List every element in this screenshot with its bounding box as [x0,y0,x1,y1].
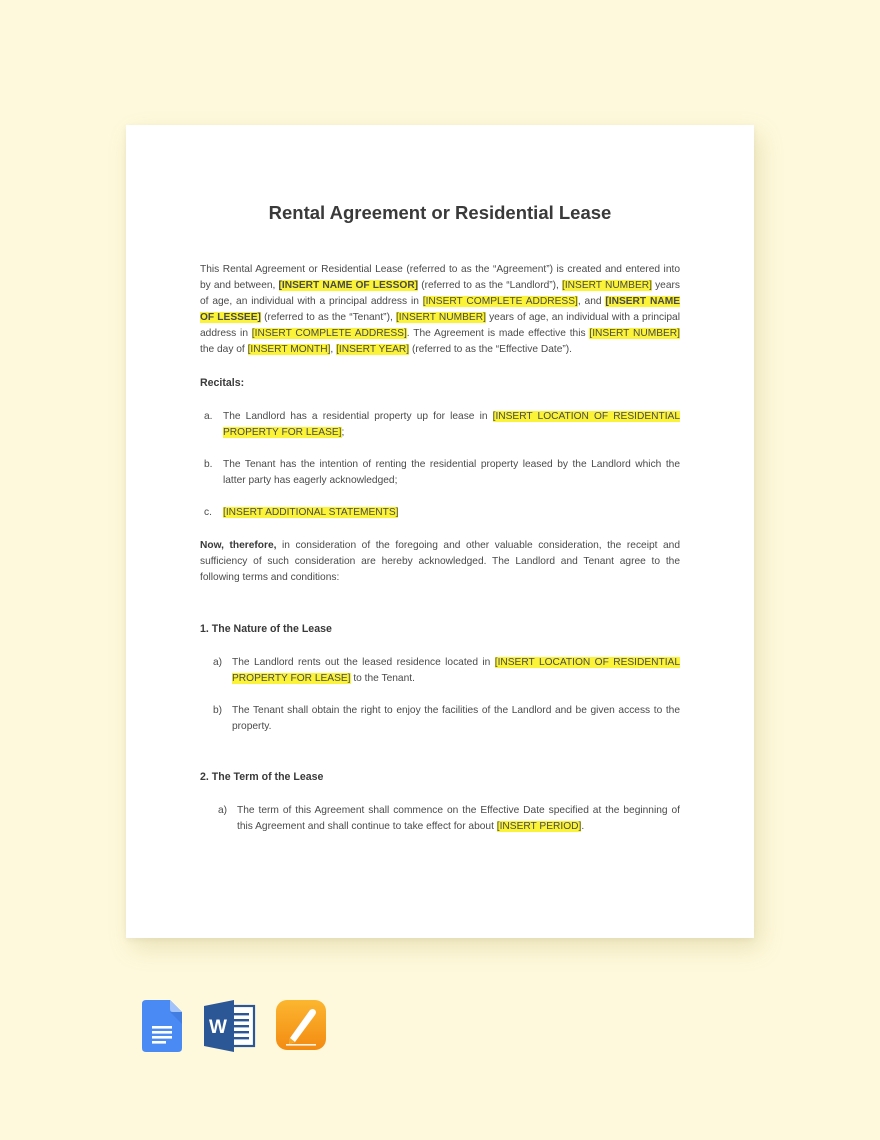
recital-text: The Landlord has a residential property up for lease in [223,411,493,422]
list-marker: c. [204,507,212,518]
intro-text: the day of [200,344,248,355]
placeholder-location: [INSERT LOCATION OF RESIDENTIAL PROPERTY FOR LEASE] [232,657,681,684]
list-marker: b. [204,459,213,470]
intro-paragraph [200,262,680,358]
list-marker: a. [204,411,213,422]
intro-text: , [330,344,337,355]
placeholder-number: [INSERT NUMBER] [562,280,652,291]
recitals-heading: Recitals: [200,377,245,389]
placeholder-month: [INSERT MONTH] [247,344,331,355]
svg-text:W: W [209,1017,227,1038]
placeholder-address: [INSERT COMPLETE ADDRESS] [251,328,407,339]
now-therefore-bold: Now, therefore, [200,540,277,551]
google-docs-icon[interactable] [142,1000,182,1052]
document-title: Rental Agreement or Residential Lease [268,202,612,223]
placeholder-period: [INSERT PERIOD] [496,821,582,832]
recital-item-c [223,505,680,521]
intro-text: (referred to as the “Landlord”), [418,280,563,291]
section-2-item-a [237,803,680,835]
placeholder-lessor-name: [INSERT NAME OF LESSOR] [278,280,419,291]
intro-text: years of age, an individual with a principal address in [200,312,680,339]
section-text: The Tenant shall obtain the right to enjoy the facilities of the Landlord and be given access to the property. [232,705,680,732]
list-marker: b) [213,705,223,716]
section-1-item-b [232,703,680,735]
microsoft-word-icon[interactable] [204,1000,256,1052]
recital-item-a [223,409,680,441]
now-therefore-text: in consideration of the foregoing and other valuable consideration, the receipt and sufficiency of such consideration are hereby acknowledged. The Landlord and Tenant agree to the following terms and conditions: [200,540,681,583]
intro-text: (referred to as the “Effective Date”). [409,344,573,355]
placeholder-year: [INSERT YEAR] [336,344,410,355]
recital-text: The Tenant has the intention of renting the residential property leased by the Landlord which the latter party has eagerly acknowledged; [223,459,680,486]
intro-text: , and [577,296,606,307]
intro-text: years of age, an individual with a principal address in [200,280,680,307]
placeholder-number: [INSERT NUMBER] [395,312,486,323]
document-page [126,125,754,938]
recital-text: ; [341,427,345,438]
list-marker: a) [213,657,223,668]
intro-text: This Rental Agreement or Residential Lease (referred to as the “Agreement”) is created and entered into by and between, [200,264,680,291]
section-text: to the Tenant. [350,673,415,684]
now-therefore-paragraph [200,538,680,586]
section-text: The Landlord rents out the leased residence located in [232,657,495,668]
placeholder-location: [INSERT LOCATION OF RESIDENTIAL PROPERTY FOR LEASE] [223,411,680,438]
recital-item-b [223,457,680,489]
section-text: The term of this Agreement shall commence on the Effective Date specified at the beginning of this Agreement and shall continue to take effect for about [237,805,680,832]
placeholder-lessee-name: [INSERT NAME OF LESSEE] [200,296,680,323]
placeholder-additional-statements: [INSERT ADDITIONAL STATEMENTS] [223,507,399,518]
list-marker: a) [218,805,228,816]
section-text: . [581,821,585,832]
intro-text: . The Agreement is made effective this [406,328,590,339]
section-1-heading: 1. The Nature of the Lease [200,623,332,635]
placeholder-address: [INSERT COMPLETE ADDRESS] [422,296,578,307]
section-2-heading: 2. The Term of the Lease [200,771,324,783]
apple-pages-icon[interactable] [276,1000,326,1050]
section-1-item-a [232,655,680,687]
placeholder-number: [INSERT NUMBER] [589,328,680,339]
intro-text: (referred to as the “Tenant”), [260,312,396,323]
